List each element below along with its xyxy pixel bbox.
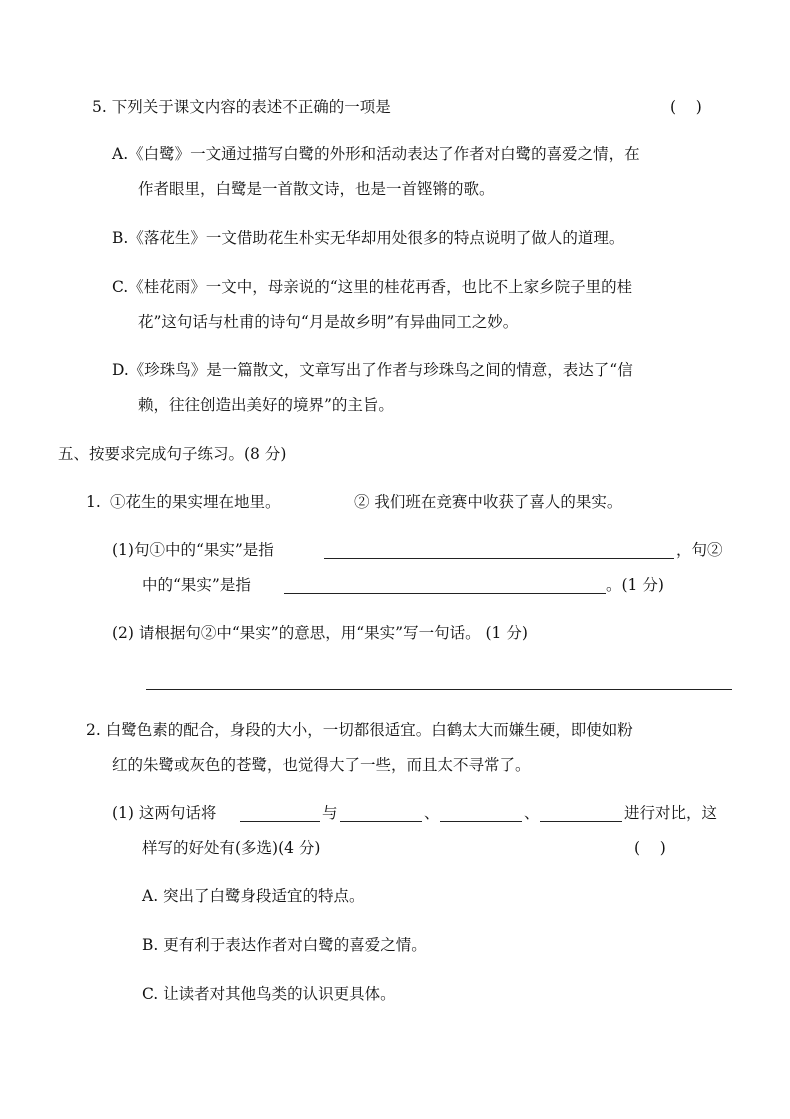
q5-option-a-line2: 作者眼里，白鹭是一首散文诗，也是一首铿锵的歌。 — [138, 180, 495, 198]
s1-p2-answer-line[interactable] — [146, 689, 732, 690]
section-heading: 五、按要求完成句子练习。(8 分) — [58, 445, 287, 463]
s1-sentence-2: ② 我们班在竞赛中收获了喜人的果实。 — [354, 493, 623, 511]
q5-option-d-line1: D.《珍珠鸟》是一篇散文，文章写出了作者与珍珠鸟之间的情意，表达了“信 — [112, 361, 633, 379]
s2-option-b: B. 更有利于表达作者对白鹭的喜爱之情。 — [142, 936, 427, 954]
q5-option-d-line2: 赖，往往创造出美好的境界”的主旨。 — [138, 396, 394, 414]
s2-answer-blank[interactable]: ( ) — [634, 839, 666, 857]
s1-number: 1. — [86, 493, 101, 511]
s1-p2-prompt: (2) 请根据句②中“果实”的意思，用“果实”写一句话。 (1 分) — [112, 624, 528, 642]
s2-p1-blank-2[interactable] — [340, 821, 422, 822]
s2-option-a: A. 突出了白鹭身段适宜的特点。 — [142, 887, 365, 905]
s2-passage-line2: 红的朱鹭或灰色的苍鹭，也觉得大了一些，而且太不寻常了。 — [112, 756, 531, 774]
s2-p1-blank-1[interactable] — [240, 821, 320, 822]
q5-option-c-line2: 花”这句话与杜甫的诗句“月是故乡明”有异曲同工之妙。 — [138, 313, 519, 331]
s1-p1-start: (1)句①中的“果实”是指 — [112, 541, 274, 559]
s1-p1-line2-start: 中的“果实”是指 — [142, 576, 251, 594]
s2-p1-sep-2: 、 — [524, 804, 540, 822]
q5-option-a-line1: A.《白鹭》一文通过描写白鹭的外形和活动表达了作者对白鹭的喜爱之情，在 — [112, 145, 640, 163]
s1-p1-end: 。(1 分) — [606, 576, 664, 594]
s1-sentence-1: ①花生的果实埋在地里。 — [110, 493, 281, 511]
q5-stem: 5. 下列关于课文内容的表述不正确的一项是 — [92, 98, 391, 116]
s2-p1-and: 与 — [322, 804, 338, 822]
s1-p1-mid: ，句② — [676, 541, 723, 559]
q5-answer-blank[interactable]: ( ) — [670, 98, 702, 116]
s2-p1-start: (1) 这两句话将 — [112, 804, 217, 822]
s2-p1-blank-3[interactable] — [440, 821, 522, 822]
s2-option-c: C. 让读者对其他鸟类的认识更具体。 — [142, 985, 396, 1003]
s2-p1-blank-4[interactable] — [540, 821, 622, 822]
s2-p1-line2: 样写的好处有(多选)(4 分) — [142, 839, 321, 857]
q5-option-b-line1: B.《落花生》一文借助花生朴实无华却用处很多的特点说明了做人的道理。 — [112, 229, 625, 247]
s1-p1-blank-2[interactable] — [284, 593, 606, 594]
q5-option-c-line1: C.《桂花雨》一文中，母亲说的“这里的桂花再香，也比不上家乡院子里的桂 — [112, 278, 633, 296]
s2-passage-line1: 2. 白鹭色素的配合，身段的大小，一切都很适宜。白鹤太大而嫌生硬，即使如粉 — [86, 721, 633, 739]
s2-p1-end: 进行对比，这 — [624, 804, 718, 822]
s1-p1-blank-1[interactable] — [324, 558, 674, 559]
s2-p1-sep-1: 、 — [424, 804, 440, 822]
